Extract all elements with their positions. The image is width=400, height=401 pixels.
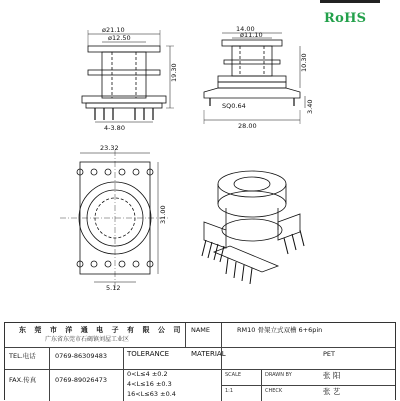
company-address: 广东省东莞市石碣镇刘屋工业区 [45, 336, 130, 343]
tolerance-line-3: 16<L≤63 ±0.4 [127, 390, 176, 398]
row-divider [5, 369, 395, 370]
side-inner-dim: ø11.10 [240, 31, 263, 39]
col-divider [185, 323, 186, 347]
front-inner-dim: ø12.50 [108, 34, 131, 42]
material-label: MATERIAL [191, 350, 226, 358]
side-height-dim: 10.30 [300, 53, 308, 72]
row-divider [5, 347, 395, 348]
bottom-pitch-dim: 5.12 [106, 284, 121, 292]
scale-label: SCALE [225, 372, 242, 378]
bottom-view [60, 150, 170, 288]
isometric-view [202, 171, 304, 284]
front-outer-dim: ø21.10 [102, 26, 125, 34]
col-divider [221, 323, 222, 401]
col-divider [49, 347, 50, 401]
fax-label: FAX.传真 [9, 376, 37, 384]
tolerance-label: TOLERANCE [127, 350, 170, 358]
side-pin-dim: SQ0.64 [222, 102, 246, 110]
side-width-dim: 28.00 [238, 122, 257, 130]
col-divider [261, 369, 262, 401]
front-view [82, 30, 174, 122]
front-height-dim: 19.30 [170, 63, 178, 82]
check-value: 张 艺 [323, 387, 341, 396]
title-block [4, 322, 396, 400]
check-label: CHECK [265, 388, 283, 394]
side-pinlen-dim: 3.40 [306, 99, 314, 114]
material-value: PET [323, 350, 335, 358]
tolerance-line-2: 4<L≤16 ±0.3 [127, 380, 172, 388]
tel-label: TEL.电话 [9, 352, 36, 360]
drawn-value: 张 阳 [323, 371, 341, 380]
side-view [204, 33, 305, 124]
tel-value: 0769-86309483 [55, 352, 107, 360]
side-top-dim: 14.00 [236, 25, 255, 33]
rohs-mark: RoHS [324, 11, 367, 26]
name-label: NAME [191, 326, 211, 334]
name-value: RM10 骨架立式双槽 6+6pin [237, 326, 323, 334]
drawn-label: DRAWN BY [265, 372, 292, 378]
fax-value: 0769-89026473 [55, 376, 107, 384]
row-divider [221, 385, 395, 386]
col-divider [123, 347, 124, 401]
row-mark: 1:1 [225, 388, 234, 394]
bottom-height-dim: 31.00 [159, 205, 167, 224]
front-pitch-dim: 4-3.80 [104, 124, 125, 132]
tolerance-line-1: 0<L≤4 ±0.2 [127, 370, 168, 378]
bottom-width-dim: 23.32 [100, 144, 119, 152]
company-name: 东 莞 市 洋 通 电 子 有 限 公 司 [19, 326, 184, 334]
